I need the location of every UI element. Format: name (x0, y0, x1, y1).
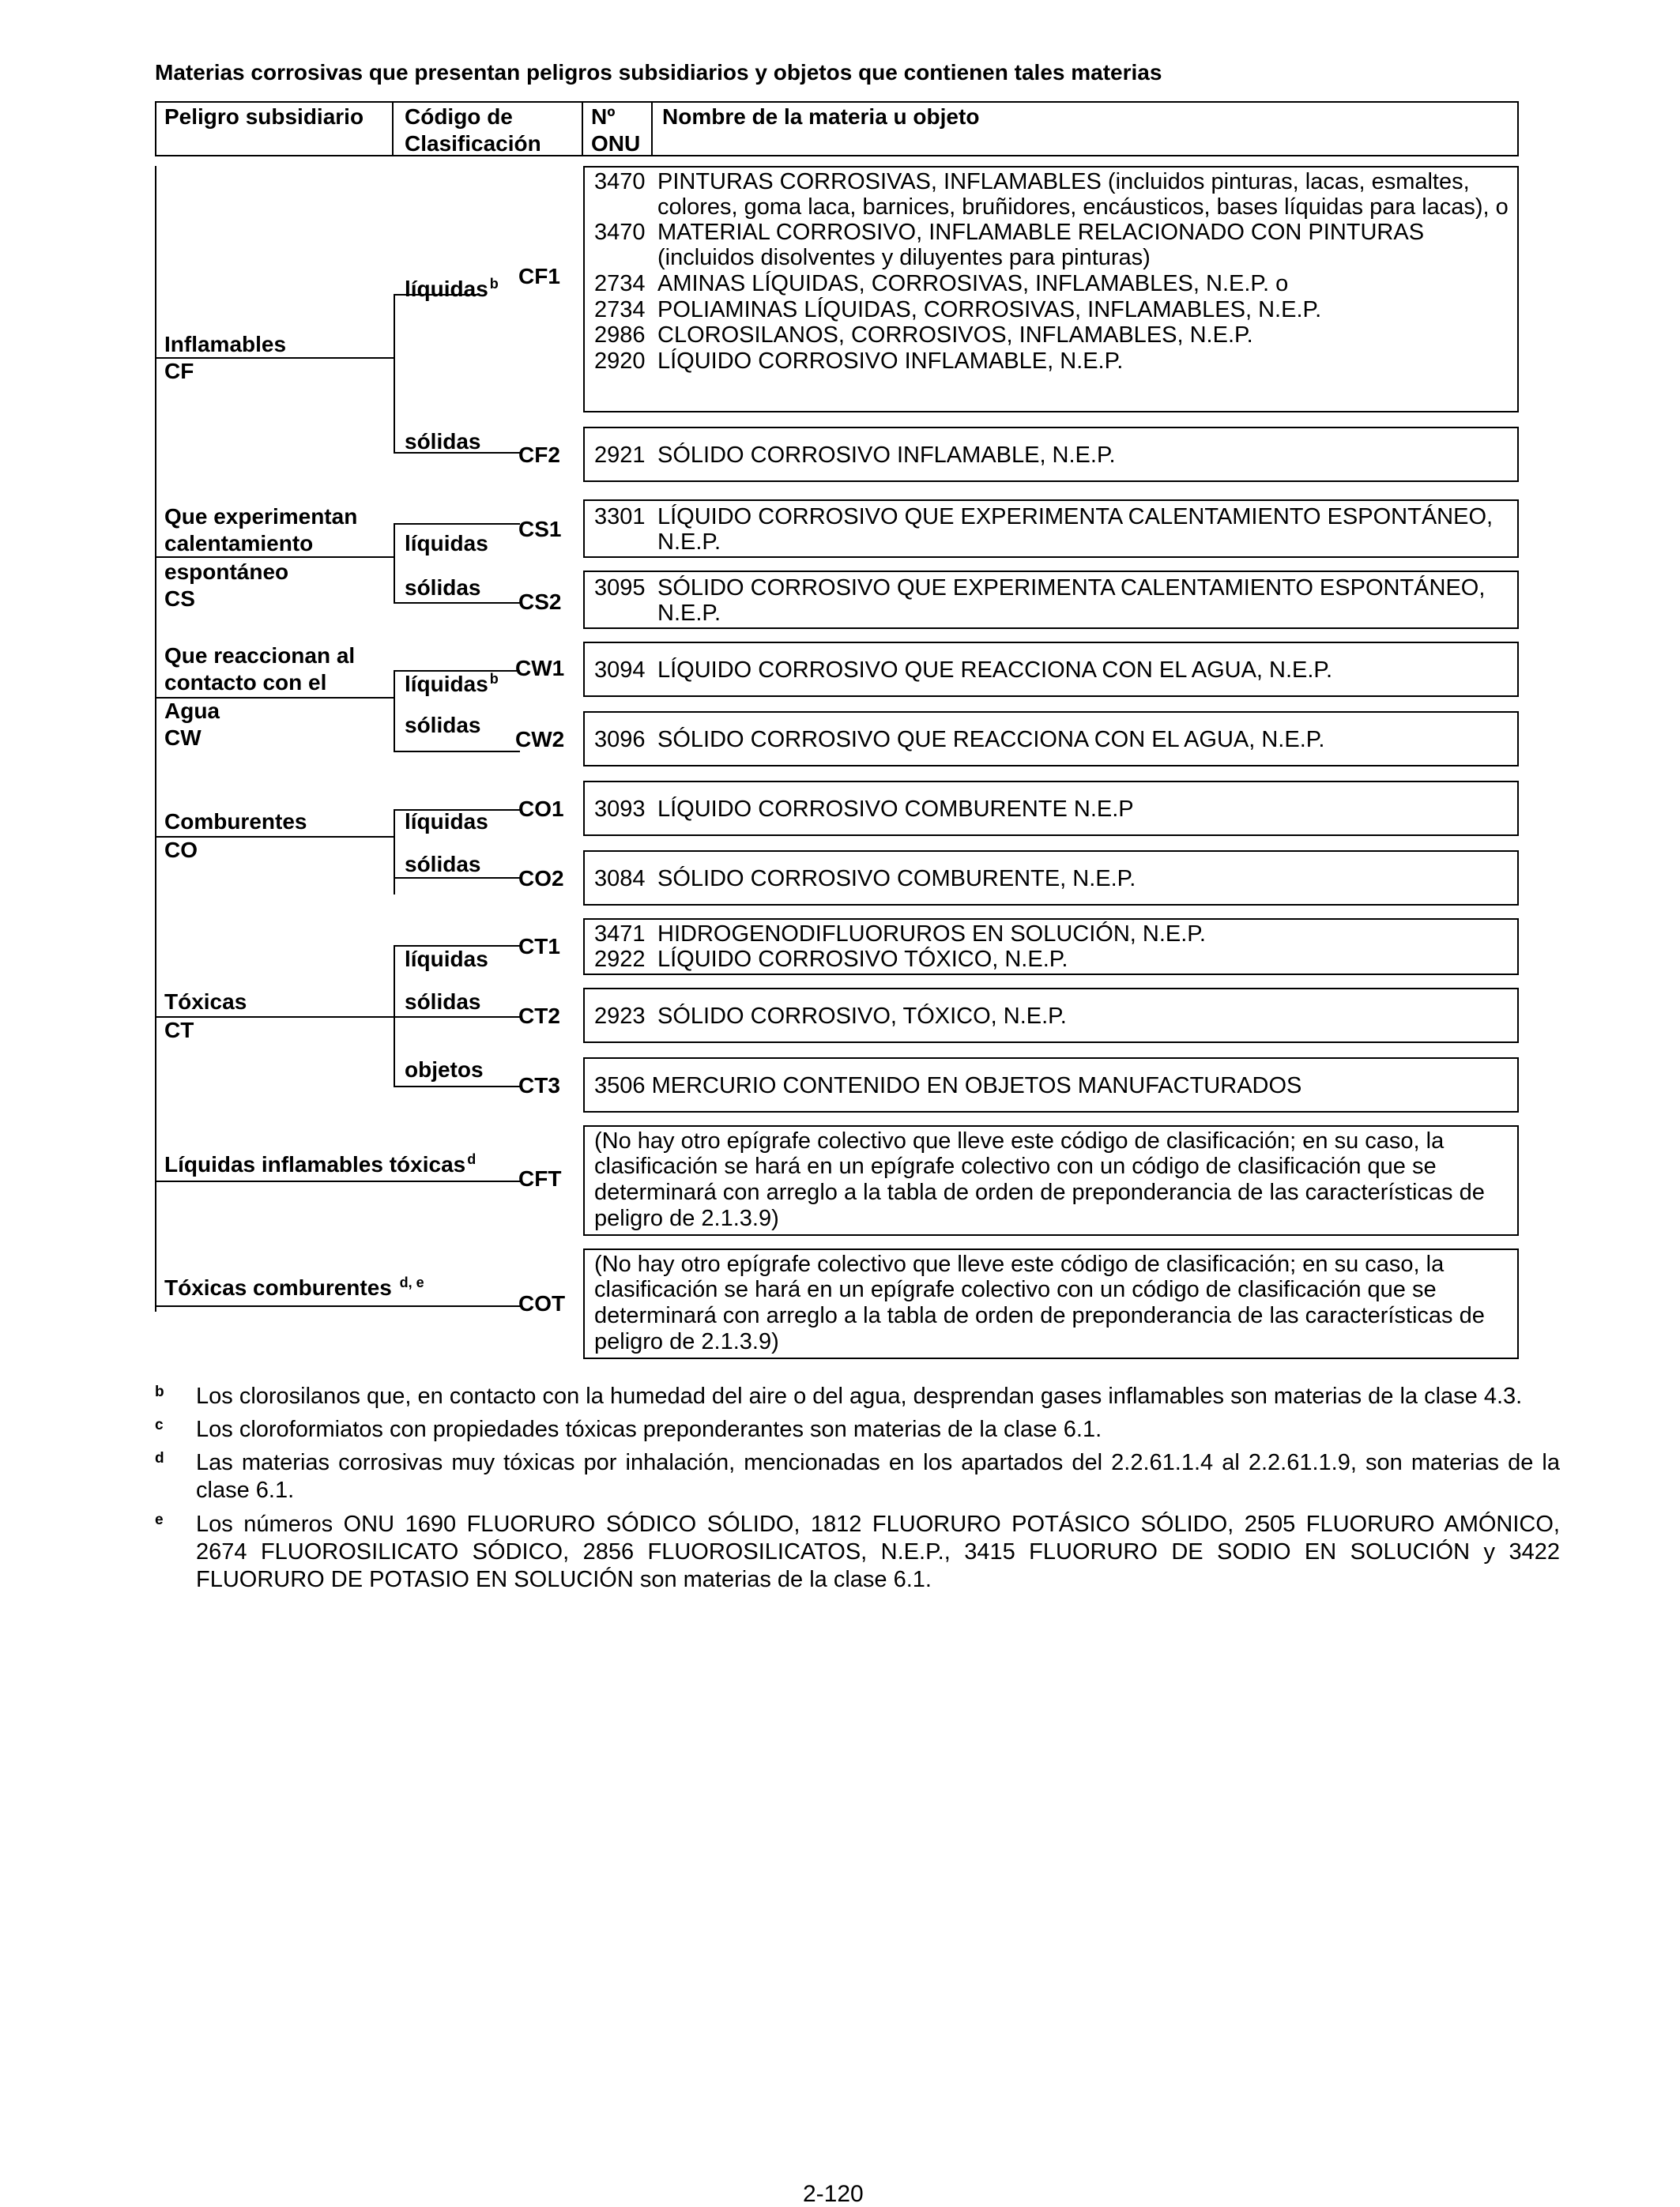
branch-line (155, 357, 394, 359)
branch-line (155, 1016, 394, 1018)
entry-row: N.E.P. (657, 529, 721, 555)
entry-row: 2923 SÓLIDO CORROSIVO, TÓXICO, N.E.P. (594, 1004, 1067, 1029)
state-solidas: sólidas (405, 575, 481, 600)
state-liquidas: líquidas $^b$ (405, 671, 499, 696)
entry-row: 2734 POLIAMINAS LÍQUIDAS, CORROSIVAS, INFLAMABLES, N.E.P. (594, 297, 1322, 322)
branch-line (155, 1181, 520, 1182)
state-line (394, 1016, 520, 1018)
footnote: b Los clorosilanos que, en contacto con la humedad del aire o del agua, desprendan gases inflamables son materias de la clase 4.3. (155, 1384, 1523, 1409)
state-line (394, 1086, 520, 1087)
state-line (394, 602, 520, 604)
footnote: d Las materias corrosivas muy tóxicas por inhalación, mencionadas en los apartados del 2.2.61.1.4 al 2.2.61.1.9, son materias de la clase 6.1. (155, 1450, 1560, 1503)
branch-line (394, 945, 395, 1086)
group-label: Tóxicas comburentes $^{d, e}$ (164, 1275, 424, 1300)
code-cf2: CF2 (518, 443, 560, 467)
branch-line (394, 809, 395, 894)
entry-row: 2922 LÍQUIDO CORROSIVO TÓXICO, N.E.P. (594, 947, 1068, 972)
entry-row: 3470 PINTURAS CORROSIVAS, INFLAMABLES (incluidos pinturas, lacas, esmaltes, (594, 169, 1470, 194)
state-liquidas: líquidas (405, 947, 488, 971)
note-line: (No hay otro epígrafe colectivo que lleve este código de clasificación; en su caso, la (594, 1128, 1445, 1154)
state-line (394, 751, 520, 752)
branch-line (155, 697, 394, 699)
state-solidas: sólidas (405, 713, 481, 737)
page-number: 2-120 (803, 2181, 864, 2207)
entry-row: 3506 MERCURIO CONTENIDO EN OBJETOS MANUFACTURADOS (594, 1073, 1302, 1098)
entry-row: 2920 LÍQUIDO CORROSIVO INFLAMABLE, N.E.P. (594, 348, 1124, 374)
footnote: e Los números ONU 1690 FLUORURO SÓDICO SÓLIDO, 1812 FLUORURO POTÁSICO SÓLIDO, 2505 FLUORURO AMÓNICO, 2674 FLUOROSILICATO SÓDICO, 2856 FLUOROSILICATOS, N.E.P., 3415 FLUORURO DE SODIO EN SOLUCIÓN y 3422 FLUORURO DE POTASIO EN SOLUCIÓN son materias de la clase 6.1. (155, 1512, 1560, 1592)
branch-line (155, 836, 394, 838)
code-cot: COT (518, 1291, 566, 1316)
code-cw1: CW1 (515, 656, 565, 680)
group-label: Tóxicas (164, 989, 247, 1014)
header-subsidiary: Peligro subsidiario (164, 104, 364, 129)
entry-row: 3471 HIDROGENODIFLUORUROS EN SOLUCIÓN, N.E.P. (594, 921, 1206, 947)
group-label: calentamiento (164, 531, 314, 556)
state-liquidas: líquidas (405, 531, 488, 556)
tree-trunk (155, 166, 156, 1312)
note-line: determinará con arreglo a la tabla de orden de preponderancia de las características de (594, 1303, 1485, 1328)
code-co2: CO2 (518, 866, 564, 891)
entry-row: N.E.P. (657, 601, 721, 626)
note-line: peligro de 2.1.3.9) (594, 1329, 779, 1354)
header-name: Nombre de la materia u objeto (662, 104, 980, 129)
header-code-line1: Código de (405, 104, 513, 129)
entry-row: 3094 LÍQUIDO CORROSIVO QUE REACCIONA CON EL AGUA, N.E.P. (594, 657, 1333, 683)
group-label: contacto con el (164, 670, 327, 695)
state-line (394, 877, 520, 879)
entry-row: 2921 SÓLIDO CORROSIVO INFLAMABLE, N.E.P. (594, 443, 1116, 468)
header-un-line1: Nº (591, 104, 616, 129)
entry-row: 3093 LÍQUIDO CORROSIVO COMBURENTE N.E.P (594, 797, 1134, 822)
code-cf1: CF1 (518, 264, 560, 288)
group-label: Comburentes (164, 809, 307, 834)
group-label: espontáneo (164, 559, 289, 584)
state-line (394, 452, 520, 454)
group-code: CS (164, 586, 195, 611)
code-co1: CO1 (518, 797, 564, 821)
code-cs2: CS2 (518, 589, 562, 614)
branch-line (394, 523, 395, 602)
entry-row: (incluidos disolventes y diluyentes para pinturas) (657, 245, 1151, 270)
note-line: clasificación se hará en un epígrafe colectivo con un código de clasificación que se (594, 1277, 1437, 1302)
entry-row: 3084 SÓLIDO CORROSIVO COMBURENTE, N.E.P. (594, 866, 1136, 891)
entry-row: 2734 AMINAS LÍQUIDAS, CORROSIVAS, INFLAMABLES, N.E.P. o (594, 271, 1289, 296)
group-label: Líquidas inflamables tóxicas $^d$ (164, 1151, 477, 1177)
entry-row: colores, goma laca, barnices, bruñidores, encáusticos, bases líquidas para lacas), o (657, 194, 1509, 220)
group-label: Que experimentan (164, 504, 358, 529)
branch-line (155, 1305, 520, 1307)
header-divider (392, 101, 394, 156)
note-line: clasificación se hará en un epígrafe colectivo con un código de clasificación que se (594, 1154, 1437, 1179)
state-solidas: sólidas (405, 429, 481, 454)
header-divider (651, 101, 653, 156)
group-code: CT (164, 1018, 194, 1042)
group-label: Agua (164, 699, 220, 723)
entry-row: 3095 SÓLIDO CORROSIVO QUE EXPERIMENTA CALENTAMIENTO ESPONTÁNEO, (594, 575, 1486, 601)
note-line: peligro de 2.1.3.9) (594, 1206, 779, 1231)
entry-row: 2986 CLOROSILANOS, CORROSIVOS, INFLAMABLES, N.E.P. (594, 322, 1253, 348)
entry-row: 3301 LÍQUIDO CORROSIVO QUE EXPERIMENTA CALENTAMIENTO ESPONTÁNEO, (594, 504, 1494, 529)
group-code: CO (164, 838, 198, 862)
branch-line (394, 670, 395, 751)
branch-line (155, 556, 394, 558)
code-ct3: CT3 (518, 1073, 560, 1098)
footnote: c Los cloroformiatos con propiedades tóxicas preponderantes son materias de la clase 6.1. (155, 1417, 1102, 1442)
group-label: Que reaccionan al (164, 643, 356, 668)
branch-line (394, 294, 395, 452)
note-line: determinará con arreglo a la tabla de orden de preponderancia de las características de (594, 1180, 1485, 1205)
code-cw2: CW2 (515, 727, 565, 751)
code-ct1: CT1 (518, 934, 560, 959)
header-un-line2: ONU (591, 131, 641, 156)
note-line: (No hay otro epígrafe colectivo que lleve este código de clasificación; en su caso, la (594, 1252, 1445, 1277)
state-line (394, 523, 520, 525)
state-solidas: sólidas (405, 852, 481, 876)
group-code: CF (164, 359, 194, 383)
group-code: CW (164, 725, 202, 750)
state-line (394, 294, 479, 296)
code-ct2: CT2 (518, 1004, 560, 1028)
state-liquidas: líquidas (405, 809, 488, 834)
group-label: Inflamables (164, 332, 287, 356)
entry-row: 3470 MATERIAL CORROSIVO, INFLAMABLE RELACIONADO CON PINTURAS (594, 220, 1425, 245)
state-solidas: sólidas (405, 989, 481, 1014)
code-cft: CFT (518, 1166, 562, 1191)
header-divider (582, 101, 583, 156)
code-cs1: CS1 (518, 517, 562, 541)
state-liquidas: líquidas $^b$ (405, 276, 499, 301)
entry-row: 3096 SÓLIDO CORROSIVO QUE REACCIONA CON EL AGUA, N.E.P. (594, 727, 1325, 752)
header-code-line2: Clasificación (405, 131, 541, 156)
page-title: Materias corrosivas que presentan peligros subsidiarios y objetos que contienen tales materias (155, 60, 1162, 85)
state-objetos: objetos (405, 1057, 484, 1082)
